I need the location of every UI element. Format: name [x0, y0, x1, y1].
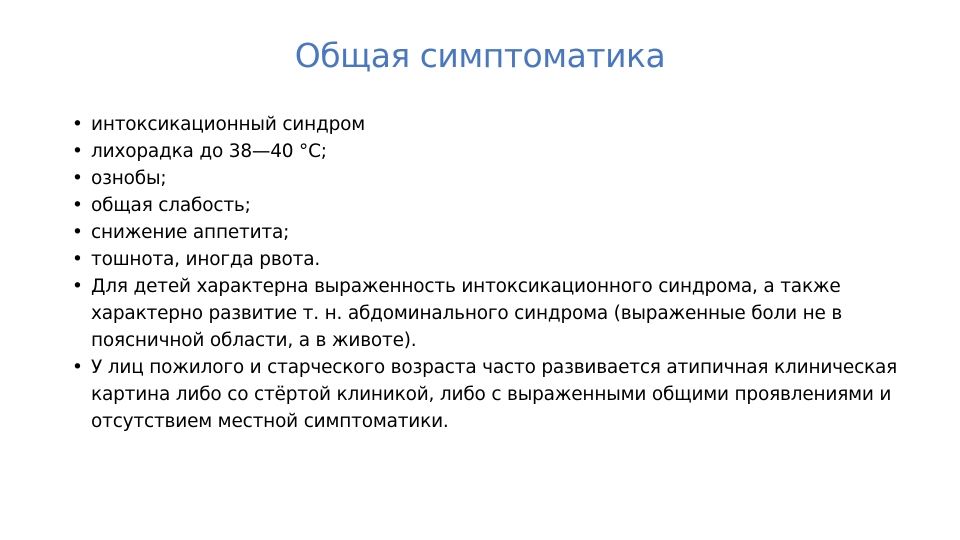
list-item-text: лихорадка до 38—40 °C; [91, 141, 327, 162]
list-item-text: общая слабость; [91, 195, 251, 216]
list-item-text: ознобы; [91, 168, 167, 189]
slide-title: Общая симптоматика [294, 36, 666, 75]
list-item [72, 219, 902, 246]
list-item-text: тошнота, иногда рвота. [91, 249, 321, 270]
list-item-text: У лиц пожилого и старческого возраста часто развивается атипичная клиническая картина либо со стёртой клиникой, либо с выраженными общими проявлениями и отсутствием местной симптоматики. [91, 357, 898, 432]
bullet-icon: • [72, 114, 83, 135]
list-item-text: интоксикационный синдром [91, 114, 366, 135]
bullet-icon: • [72, 357, 83, 378]
symptom-list [72, 111, 902, 435]
bullet-icon: • [72, 276, 83, 297]
bullet-icon: • [72, 222, 83, 243]
bullet-icon: • [72, 249, 83, 270]
list-item [72, 138, 902, 165]
list-item [72, 111, 902, 138]
list-item [72, 246, 902, 273]
list-item-text: снижение аппетита; [91, 222, 290, 243]
list-item [72, 273, 902, 354]
list-item [72, 354, 902, 435]
bullet-icon: • [72, 141, 83, 162]
bullet-icon: • [72, 168, 83, 189]
list-item [72, 165, 902, 192]
bullet-icon: • [72, 195, 83, 216]
list-item [72, 192, 902, 219]
list-item-text: Для детей характерна выраженность интоксикационного синдрома, а также характерно развитие т. н. абдоминального синдрома (выраженные боли не в поясничной области, а в животе). [91, 276, 843, 351]
